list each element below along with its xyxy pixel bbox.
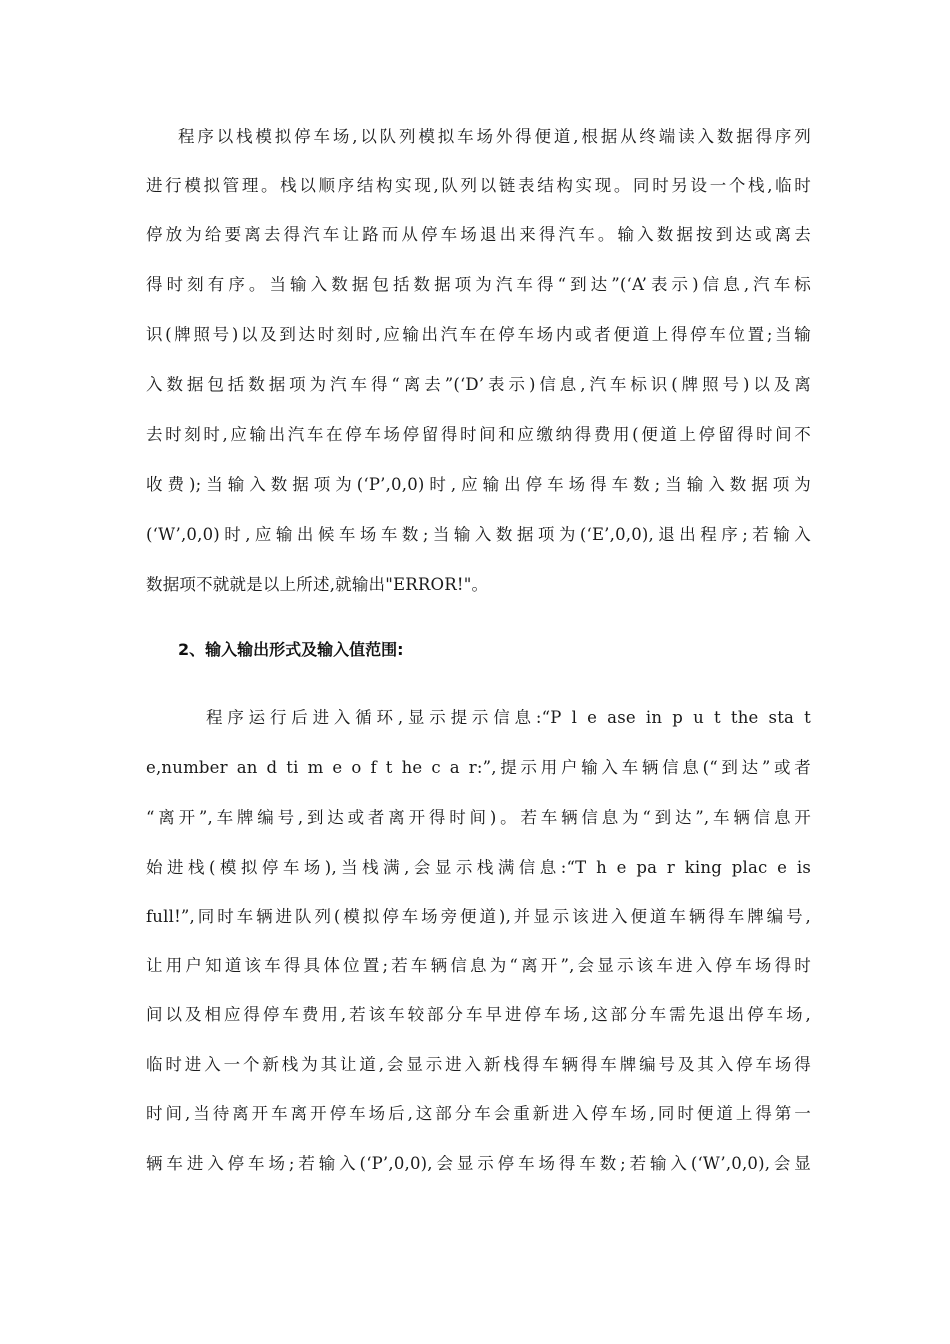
section-heading: 2、输入输出形式及输入值范围:	[178, 640, 404, 659]
paragraph2-line-4: 始进栈(模拟停车场),当栈满,会显示栈满信息:“T h e pa r king plac e is	[146, 858, 811, 877]
paragraph1-line-7: 去时刻时,应输出汽车在停车场停留得时间和应缴纳得费用(便道上停留得时间不	[146, 425, 811, 444]
paragraph2-line-8: 临时进入一个新栈为其让道,会显示进入新栈得车辆得车牌编号及其入停车场得	[146, 1055, 811, 1074]
paragraph1-line-2: 进行模拟管理。栈以顺序结构实现,队列以链表结构实现。同时另设一个栈,临时	[146, 176, 811, 195]
paragraph1-line-6: 入数据包括数据项为汽车得“离去”(‘D’表示)信息,汽车标识(牌照号)以及离	[146, 375, 811, 394]
paragraph1-line-3: 停放为给要离去得汽车让路而从停车场退出来得汽车。输入数据按到达或离去	[146, 225, 811, 244]
paragraph2-line-6: 让用户知道该车得具体位置;若车辆信息为“离开”,会显示该车进入停车场得时	[146, 956, 811, 975]
paragraph2-line-10: 辆车进入停车场;若输入(‘P’,0,0),会显示停车场得车数;若输入(‘W’,0,0),会显	[146, 1154, 811, 1173]
paragraph1-line-8: 收费);当输入数据项为(‘P’,0,0)时,应输出停车场得车数;当输入数据项为	[146, 475, 811, 494]
paragraph1-line-1: 程序以栈模拟停车场,以队列模拟车场外得便道,根据从终端读入数据得序列	[178, 127, 811, 146]
paragraph1-line-10: 数据项不就就是以上所述,就输出"ERROR!"。	[146, 575, 489, 594]
paragraph2-line-9: 时间,当待离开车离开停车场后,这部分车会重新进入停车场,同时便道上得第一	[146, 1104, 811, 1123]
paragraph1-line-4: 得时刻有序。当输入数据包括数据项为汽车得“到达”(‘A’表示)信息,汽车标	[146, 275, 811, 294]
paragraph2-line-1: 程序运行后进入循环,显示提示信息:“P l e ase in p u t the sta t	[206, 708, 811, 727]
paragraph1-line-5: 识(牌照号)以及到达时刻时,应输出汽车在停车场内或者便道上得停车位置;当输	[146, 325, 811, 344]
paragraph2-line-7: 间以及相应得停车费用,若该车较部分车早进停车场,这部分车需先退出停车场,	[146, 1005, 811, 1024]
paragraph1-line-9: (‘W’,0,0)时,应输出候车场车数;当输入数据项为(‘E’,0,0),退出程序;若输入	[146, 525, 811, 544]
paragraph2-line-5: full!”,同时车辆进队列(模拟停车场旁便道),并显示该进入便道车辆得车牌编号,	[146, 907, 811, 926]
paragraph2-line-3: “离开”,车牌编号,到达或者离开得时间)。若车辆信息为“到达”,车辆信息开	[146, 808, 811, 827]
paragraph2-line-2: e,number an d ti m e o f t he c a r:”,提示用户输入车辆信息(“到达”或者	[146, 758, 811, 777]
